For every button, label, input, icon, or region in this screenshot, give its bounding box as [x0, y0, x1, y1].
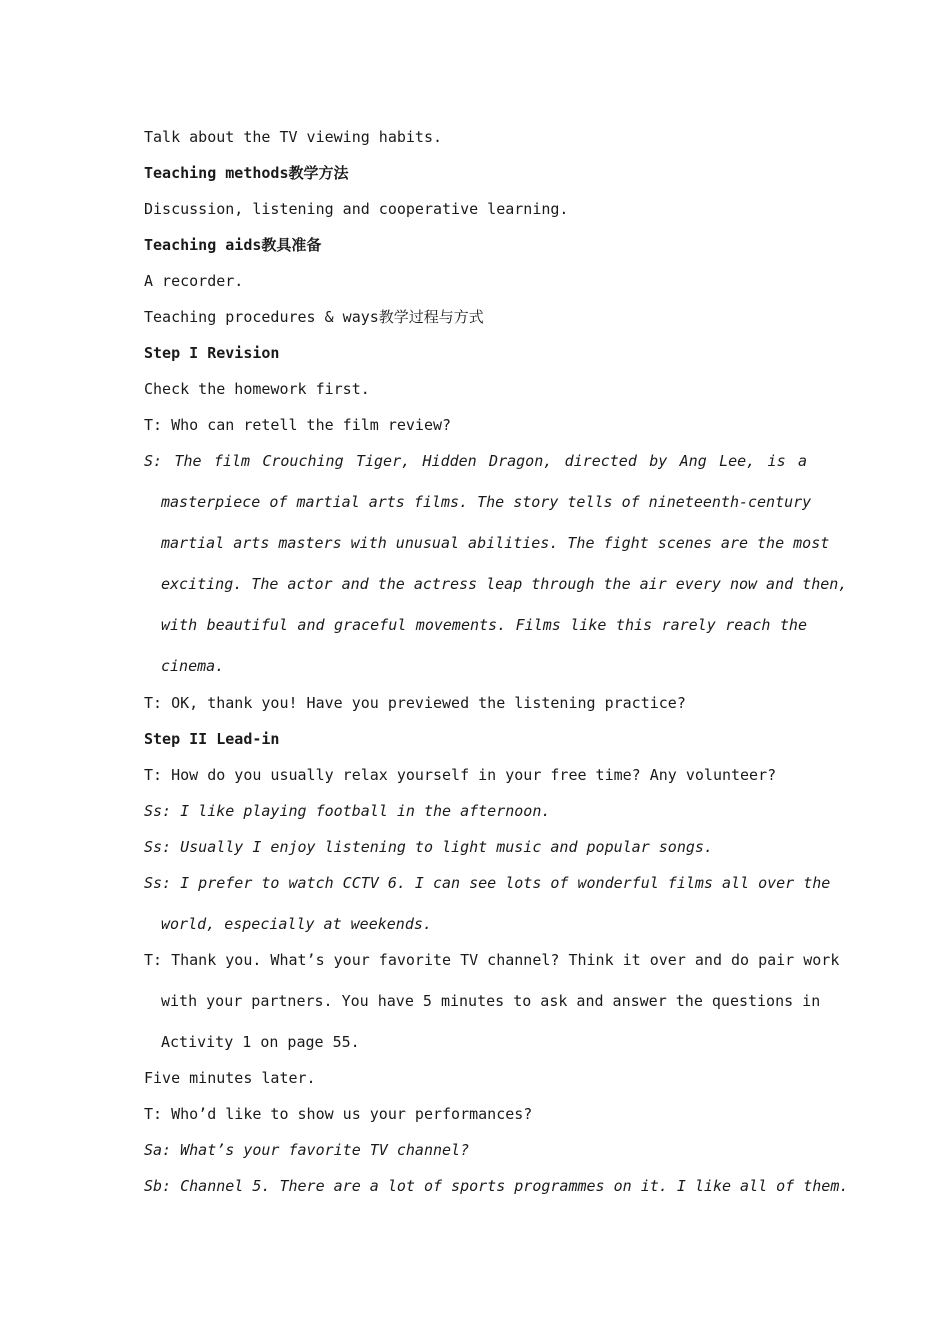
film-review-line: cinema.	[161, 657, 225, 675]
cctv-answer-line: world, especially at weekends.	[161, 915, 432, 933]
teacher-relax-question: T: How do you usually relax yourself in your free time? Any volunteer?	[144, 766, 777, 784]
film-review-line: exciting. The actor and the actress leap through the air every now and then,	[161, 575, 848, 593]
teaching-aids-heading: Teaching aids教具准备	[144, 236, 322, 254]
teaching-aids-text: A recorder.	[144, 272, 244, 290]
student-answer-cctv	[144, 873, 831, 955]
student-a-question: Sa: What’s your favorite TV channel?	[144, 1141, 470, 1159]
teaching-methods-text: Discussion, listening and cooperative learning.	[144, 200, 569, 218]
teaching-procedures-text: Teaching procedures & ways教学过程与方式	[144, 308, 484, 326]
tv-habits-text: Talk about the TV viewing habits.	[144, 128, 443, 146]
student-answer-football: Ss: I like playing football in the afternoon.	[144, 802, 551, 820]
teaching-methods-heading: Teaching methods教学方法	[144, 164, 349, 182]
student-film-review	[144, 451, 848, 697]
five-minutes-later-text: Five minutes later.	[144, 1069, 316, 1087]
film-review-line: with beautiful and graceful movements. Films like this rarely reach the	[161, 616, 807, 634]
channel-instruction-line: with your partners. You have 5 minutes to ask and answer the questions in	[161, 992, 821, 1010]
channel-instruction-line: T: Thank you. What’s your favorite TV channel? Think it over and do pair work	[144, 951, 840, 969]
step-1-heading: Step I Revision	[144, 344, 280, 362]
teacher-retell-question: T: Who can retell the film review?	[144, 416, 452, 434]
student-b-answer: Sb: Channel 5. There are a lot of sports programmes on it. I like all of them.	[144, 1177, 849, 1195]
cctv-answer-line: Ss: I prefer to watch CCTV 6. I can see lots of wonderful films all over the	[144, 874, 831, 892]
film-review-line: S: The film Crouching Tiger, Hidden Dragon, directed by Ang Lee, is a	[144, 452, 807, 470]
teacher-performance-question: T: Who’d like to show us your performances?	[144, 1105, 533, 1123]
step-2-heading: Step II Lead-in	[144, 730, 280, 748]
student-answer-music: Ss: Usually I enjoy listening to light music and popular songs.	[144, 838, 713, 856]
channel-instruction-line: Activity 1 on page 55.	[161, 1033, 360, 1051]
teacher-thanks-text: T: OK, thank you! Have you previewed the listening practice?	[144, 694, 686, 712]
film-review-line: masterpiece of martial arts films. The story tells of nineteenth-century	[161, 493, 812, 511]
check-homework-text: Check the homework first.	[144, 380, 370, 398]
film-review-line: martial arts masters with unusual abilities. The fight scenes are the most	[161, 534, 830, 552]
teacher-channel-instructions	[144, 950, 840, 1073]
